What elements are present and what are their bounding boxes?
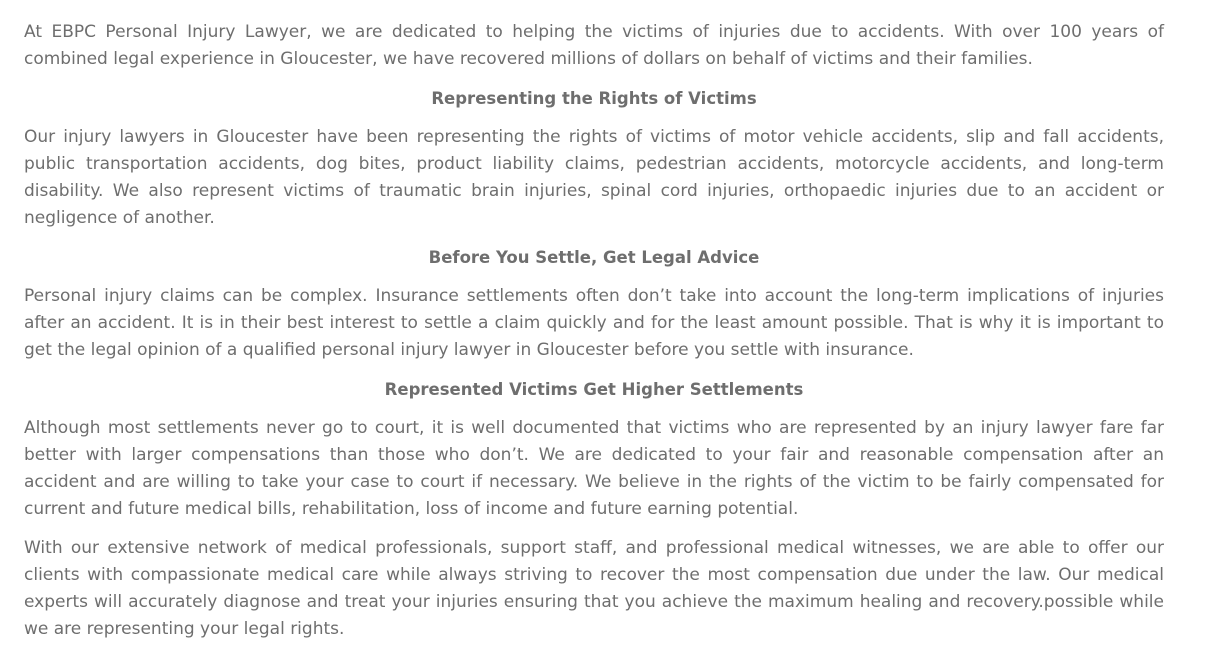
section-heading-rights: Representing the Rights of Victims bbox=[431, 89, 757, 108]
rights-paragraph: Our injury lawyers in Gloucester have been representing the rights of victims of motor vehicle accidents, slip and fall accidents, public transportation accidents, dog bites, product liability claims, pedestrian accidents, motorcycle accidents, and long-term disability. We also represent victims of traumatic brain injuries, spinal cord injuries, orthopaedic injuries due to an accident or negligence of another. bbox=[24, 127, 1164, 228]
section-heading-settlements: Represented Victims Get Higher Settlements bbox=[384, 380, 804, 399]
intro-paragraph: At EBPC Personal Injury Lawyer, we are dedicated to helping the victims of injuries due to accidents. With over 100 years of combined legal experience in Gloucester, we have recovered millions of dollars on behalf of victims and their families. bbox=[24, 22, 1164, 69]
legal-advice-paragraph: Personal injury claims can be complex. Insurance settlements often don’t take into account the long-term implications of injuries after an accident. It is in their best interest to settle a claim quickly and for the least amount possible. That is why it is important to get the legal opinion of a qualified personal injury lawyer in Gloucester before you settle with insurance. bbox=[24, 286, 1164, 360]
settlements-paragraph: Although most settlements never go to court, it is well documented that victims who are represented by an injury lawyer fare far better with larger compensations than those who don’t. We are dedicated to your fair and reasonable compensation after an accident and are willing to take your case to court if necessary. We believe in the rights of the victim to be fairly compensated for current and future medical bills, rehabilitation, loss of income and future earning potential. bbox=[24, 418, 1164, 519]
section-heading-legal-advice: Before You Settle, Get Legal Advice bbox=[428, 248, 760, 267]
medical-network-paragraph: With our extensive network of medical professionals, support staff, and professional medical witnesses, we are able to offer our clients with compassionate medical care while always striving to recover the most compensation due under the law. Our medical experts will accurately diagnose and treat your injuries ensuring that you achieve the maximum healing and recovery.possible while we are representing your legal rights. bbox=[24, 538, 1164, 639]
